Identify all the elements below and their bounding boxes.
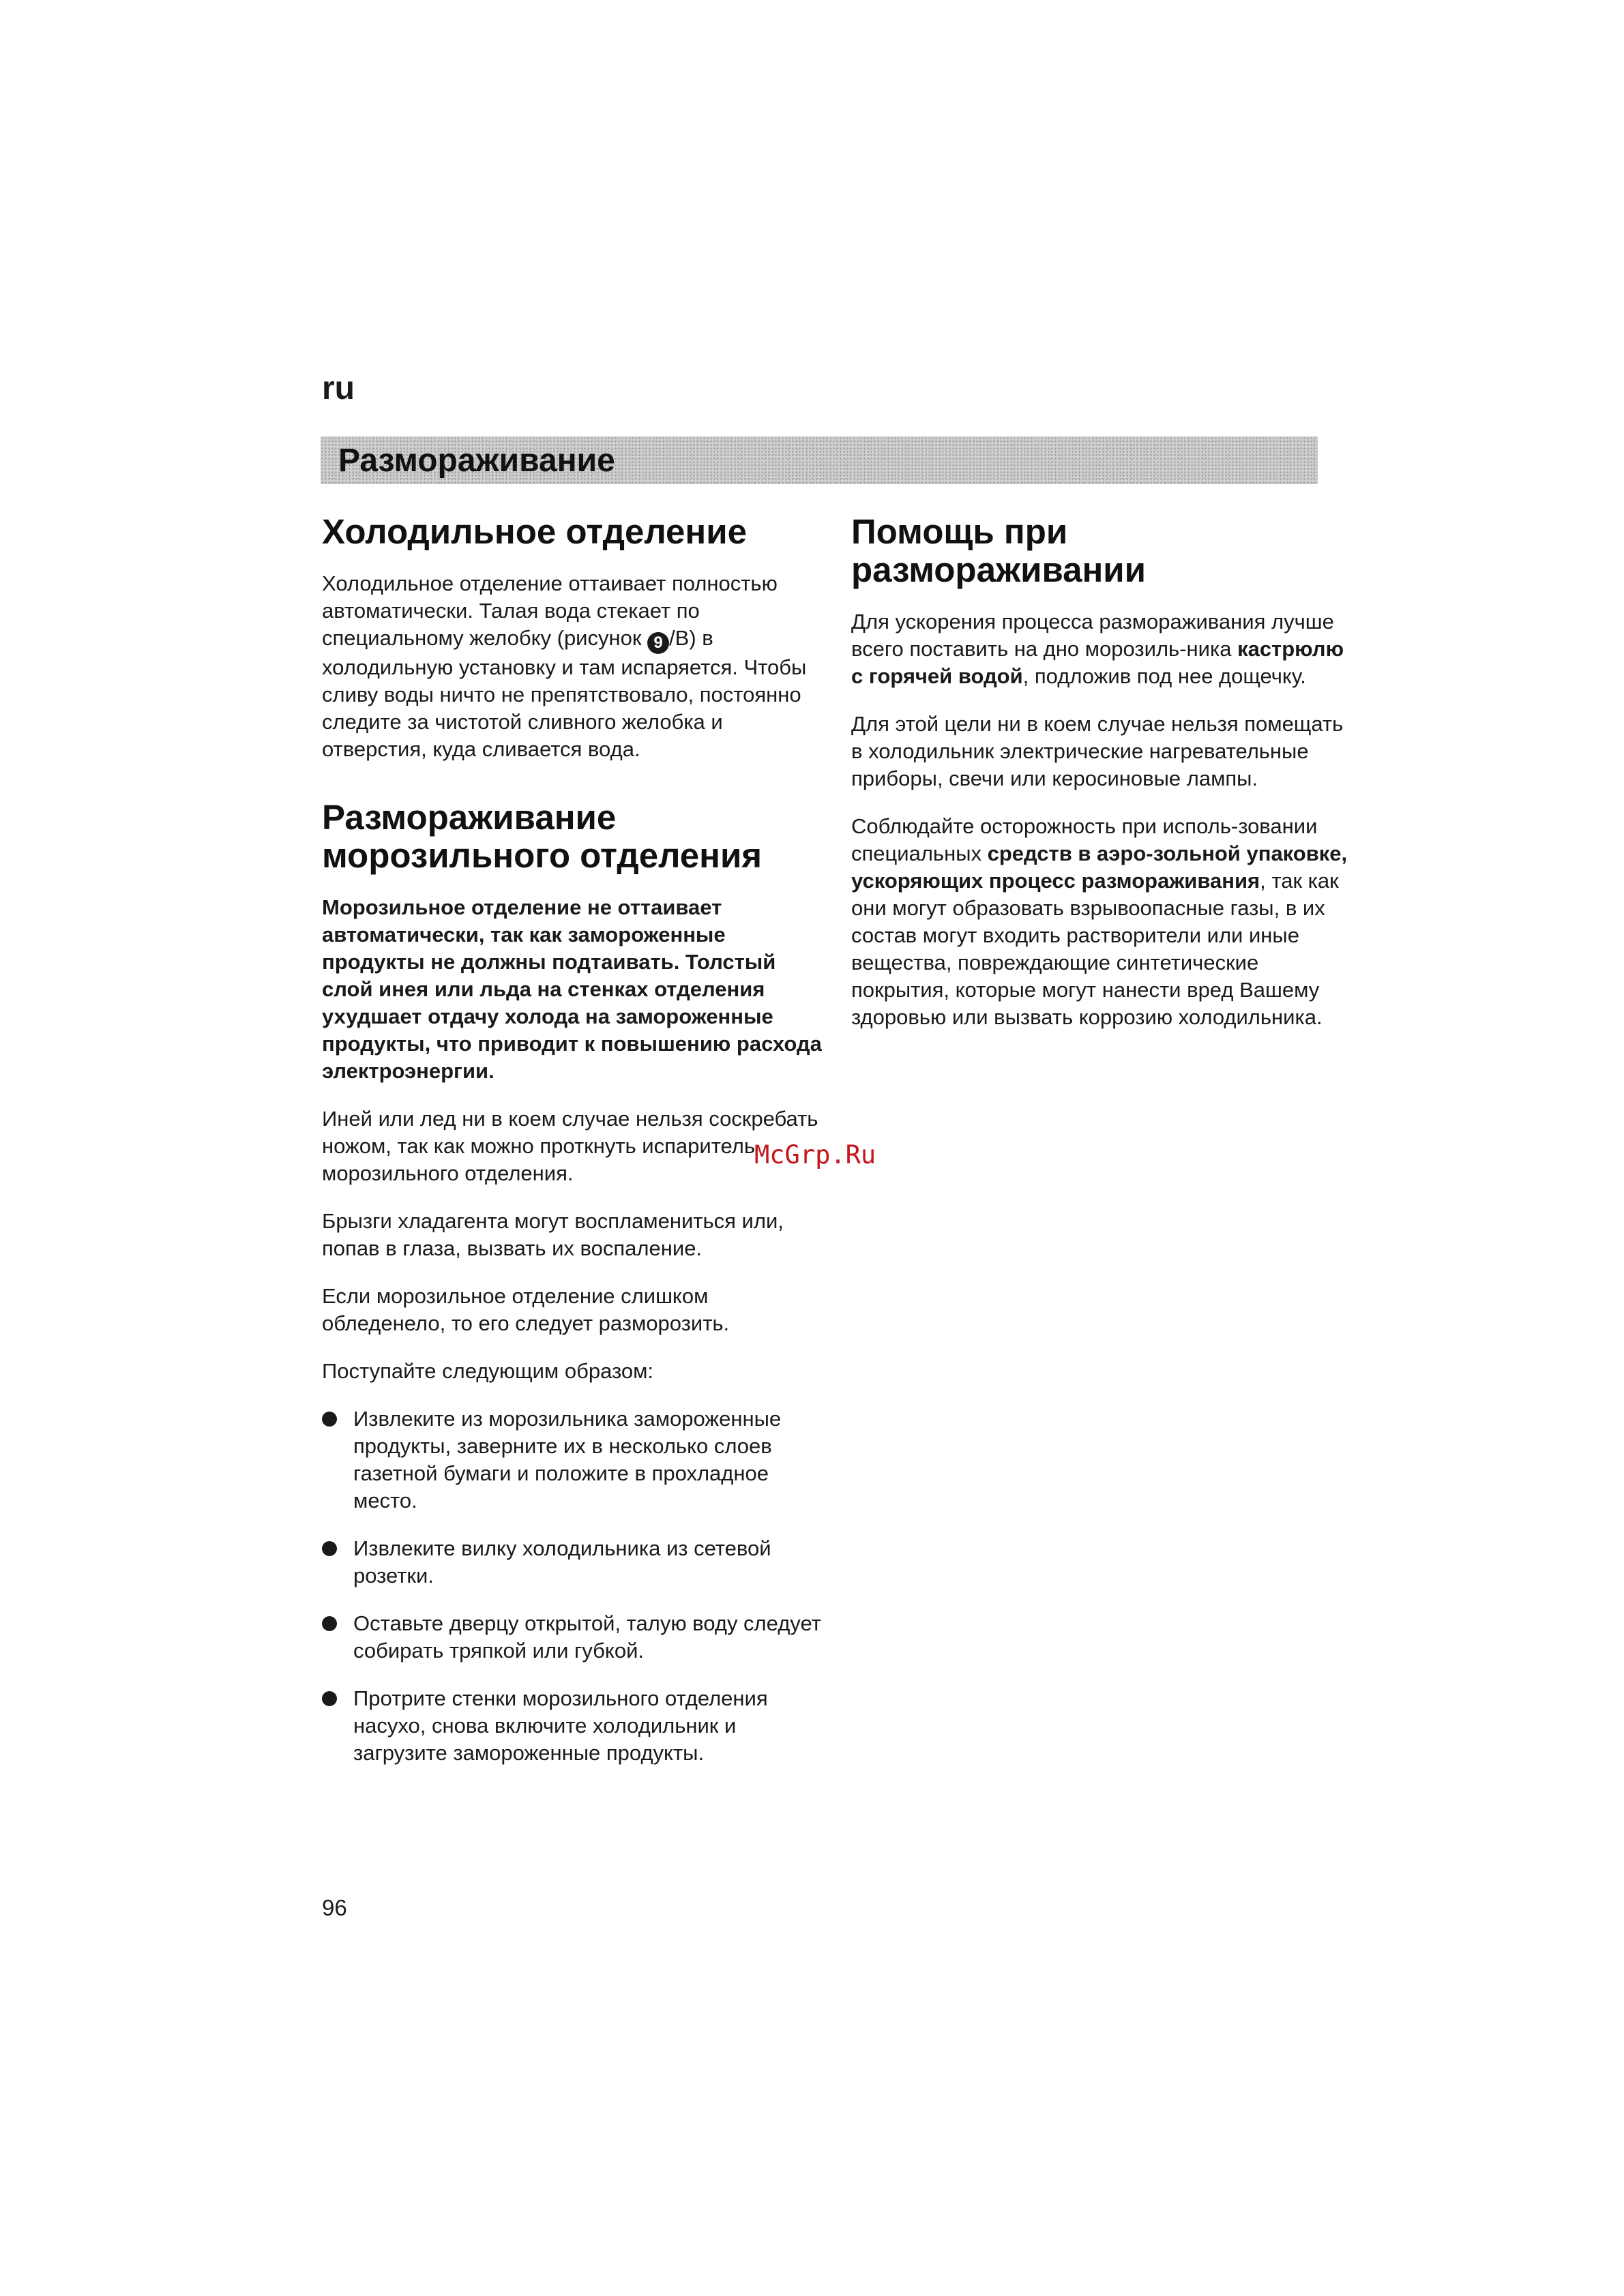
paragraph-aerosols-part1: Соблюдайте осторожность при исполь-зовании специальных (851, 814, 1318, 865)
heading-freezer-defrost: Размораживание морозильного отделения (322, 798, 763, 875)
paragraph-refrigerant: Брызги хладагента могут воспламениться или, попав в глаза, вызвать их воспаление. (322, 1209, 784, 1260)
paragraph-hot-water (851, 608, 1356, 690)
watermark-link[interactable]: McGrp.Ru (754, 1140, 876, 1169)
list-item-text: Протрите стенки морозильного отделения насухо, снова включите холодильник и загрузите замороженные продукты. (353, 1686, 768, 1765)
heading-fridge-compartment: Холодильное отделение (322, 512, 747, 551)
list-item-text: Извлеките из морозильника замороженные продукты, заверните их в несколько слоев газетной бумаги и положите в прохладное место. (353, 1407, 782, 1512)
paragraph-fridge-defrost-part1: Холодильное отделение оттаивает полностью автоматически. Талая вода стекает по специальному желобку (рисунок (322, 571, 778, 650)
paragraph-aerosols-bold: средств в аэро-зольной упаковке, ускоряющих процесс размораживания (851, 841, 1348, 893)
list-item (322, 1685, 827, 1767)
paragraph-no-scraping: Иней или лед ни в коем случае нельзя соскребать ножом, так как можно проткнуть испаритель морозильного отделения. (322, 1107, 818, 1185)
paragraph-hot-water-part2: , подложив под нее дощечку. (1022, 664, 1306, 688)
list-item-text: Извлеките вилку холодильника из сетевой розетки. (353, 1536, 771, 1587)
section-banner (321, 436, 1318, 484)
bullet-icon (322, 1541, 337, 1556)
paragraph-no-heaters: Для этой цели ни в коем случае нельзя помещать в холодильник электрические нагревательные приборы, свечи или керосиновые лампы. (851, 712, 1344, 790)
heading-defrost-help: Помощь при размораживании (851, 512, 1147, 589)
list-item (322, 1610, 827, 1665)
bullet-icon (322, 1616, 337, 1631)
procedure-list (322, 1405, 827, 1767)
paragraph-fridge-defrost (322, 570, 827, 763)
list-item (322, 1405, 827, 1515)
page-number: 96 (322, 1895, 347, 1920)
language-code: ru (322, 370, 355, 406)
section-title: Размораживание (338, 443, 615, 479)
paragraph-aerosols-part2: , так как они могут образовать взрывоопасные газы, в их состав могут входить растворители или иные вещества, повреждающие синтетические покрытия, которые могут нанести вред Вашему здоровью или вызвать коррозию холодильника. (851, 869, 1339, 1029)
paragraph-procedure-intro: Поступайте следующим образом: (322, 1359, 654, 1383)
paragraph-aerosols (851, 813, 1356, 1031)
figure-ref-badge: 9 (647, 632, 669, 654)
right-column (851, 513, 1356, 1052)
paragraph-hot-water-part1: Для ускорения процесса размораживания лучше всего поставить на дно морозиль-ника (851, 610, 1334, 661)
warning-paragraph: Морозильное отделение не оттаивает автоматически, так как замороженные продукты не должны подтаивать. Толстый слой инея или льда на стенках отделения ухудшает отдачу холода на замороженные продукты, что приводит к повышению расхода электроэнергии. (322, 895, 822, 1083)
left-column (322, 513, 827, 1787)
list-item-text: Оставьте дверцу открытой, талую воду следует собирать тряпкой или губкой. (353, 1611, 821, 1663)
bullet-icon (322, 1691, 337, 1706)
bullet-icon (322, 1412, 337, 1427)
list-item (322, 1535, 827, 1590)
paragraph-too-icy: Если морозильное отделение слишком обледенело, то его следует разморозить. (322, 1284, 730, 1335)
paragraph-hot-water-bold: кастрюлю с горячей водой (851, 637, 1344, 688)
paragraph-fridge-defrost-part2: /B) в холодильную установку и там испаряется. Чтобы сливу воды ничто не препятствовало, постоянно следите за чистотой сливного желобка и отверстия, куда сливается вода. (322, 626, 807, 761)
